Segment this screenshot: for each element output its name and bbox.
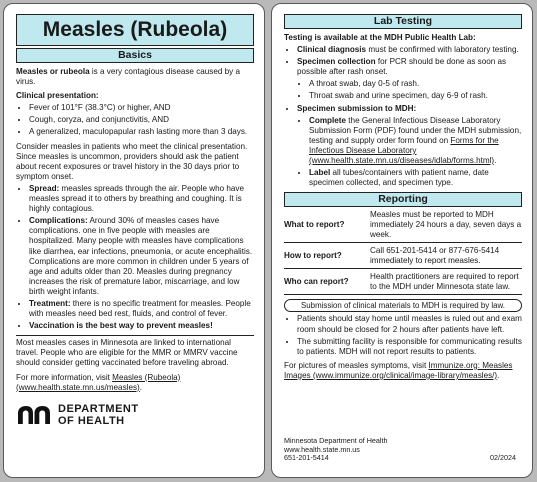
left-card: [3, 3, 265, 478]
divider: [16, 335, 254, 336]
footer-org: Minnesota Department of Health: [284, 436, 388, 446]
spread-item: [29, 184, 254, 214]
complete-text: the General Infectious Disease Laboratory Submission Form (PDF) found under the MDH submission, testing and supply order form found on: [309, 115, 522, 145]
submission-item: • Specimen submission to MDH:: [297, 104, 522, 114]
facts-list: [16, 184, 254, 331]
clinical-item: • Fever of 101°F (38.3°C) or higher, AND: [29, 103, 254, 113]
label-item: [309, 168, 522, 188]
pictures-suffix: .: [497, 370, 500, 380]
complications-item: [29, 216, 254, 297]
specimen-collection-item: [297, 57, 522, 101]
table-row: [284, 269, 522, 295]
footer-phone: 651-201-5414: [284, 453, 329, 463]
measles-info-link[interactable]: Measles (Rubeola) (www.health.state.mn.us/measles): [16, 372, 181, 392]
spread-label: Spread:: [29, 183, 60, 193]
label-text: all tubes/containers with patient name, date specimen collected, and specimen type.: [309, 168, 489, 188]
specimen-sub-item: • Throat swab and urine specimen, day 6-9 of rash.: [309, 91, 522, 101]
intro-paragraph: [16, 67, 254, 87]
specimen-collection-text: for PCR should be done as soon as possible after rash onset.: [297, 57, 507, 77]
complete-end: .: [494, 156, 497, 166]
intro-term: Measles or rubeola: [16, 67, 90, 76]
forms-link[interactable]: Forms for the Infectious Disease Laboratory (www.health.state.mn.us/diseases/idlab/forms.html): [309, 135, 499, 166]
treatment-item: [29, 299, 254, 319]
submission-note: Submission of clinical materials to MDH is required by law.: [284, 299, 522, 312]
complications-text: Around 30% of measles cases have complications. one in five people with measles are hospitalized. Many people with measles have complications like diarrhea, ear infections, pneumonia, or acute encephalitis. Complications are more common in children under 5 years of age and adults older than 20. Measles during pregnancy increases the risk of premature labor, miscarriage, and low birth weight infants.: [29, 216, 253, 296]
more-info-suffix: .: [139, 382, 142, 392]
clinical-list: [16, 103, 254, 137]
treatment-label: Treatment:: [29, 298, 71, 308]
logo-line-department: DEPARTMENT: [58, 402, 139, 415]
lab-intro: Testing is available at the MDH Public Health Lab:: [284, 33, 476, 42]
mdh-logo: [16, 403, 254, 427]
table-row: [284, 243, 522, 269]
table-row: [284, 207, 522, 242]
consider-paragraph: Consider measles in patients who meet the clinical presentation. Since measles is uncommon, providers should ask the patient about recent exposures or travel history in the 30 days prior to symptom onset.: [16, 141, 248, 181]
complete-label: Complete: [309, 115, 347, 125]
clinical-dx-item: [297, 45, 522, 55]
vaccination-item: • Vaccination is the best way to prevent measles!: [29, 321, 254, 331]
mdh-logo-icon: [16, 404, 54, 426]
submitting-item: • The submitting facility is responsible for communicating results to patients. MDH will not report results to patients.: [297, 337, 522, 357]
mdh-logo-text: [58, 403, 139, 427]
report-question: How to report?: [284, 243, 370, 269]
logo-line-health: OF HEALTH: [58, 414, 125, 427]
lab-testing-header: Lab Testing: [284, 14, 522, 29]
travel-paragraph: Most measles cases in Minnesota are linked to international travel. People who are eligible for the MMR or MMRV vaccine should consider getting vaccinated before traveling abroad.: [16, 338, 238, 368]
clinical-dx-text: must be confirmed with laboratory testing.: [366, 45, 519, 55]
card-title: Measles (Rubeola): [16, 14, 254, 46]
clinical-dx-label: Clinical diagnosis: [297, 45, 367, 55]
complete-item: [309, 116, 522, 166]
report-answer: Measles must be reported to MDH immediately 24 hours a day, seven days a week.: [370, 207, 522, 242]
pictures-prefix: For pictures of measles symptoms, visit: [284, 360, 429, 370]
report-question: Who can report?: [284, 269, 370, 295]
basics-header: Basics: [16, 48, 254, 63]
report-question: What to report?: [284, 207, 370, 242]
report-answer: Health practitioners are required to report to the MDH under Minnesota state law.: [370, 269, 522, 295]
left-card-content: [16, 14, 254, 427]
specimen-sub-list: [297, 79, 522, 101]
more-info-prefix: For more information, visit: [16, 372, 113, 382]
spread-text: measles spreads through the air. People who have measles spread it to others by breathing and coughing. It is highly contagious.: [29, 183, 244, 214]
specimen-sub-item: • A throat swab, day 0-5 of rash.: [309, 79, 522, 89]
footer-website: www.health.state.mn.us: [284, 444, 360, 454]
clinical-heading: Clinical presentation:: [16, 91, 99, 101]
right-card-content: [284, 14, 522, 381]
footer-date: 02/2024: [490, 453, 516, 463]
footer: [284, 437, 522, 463]
specimen-collection-label: Specimen collection: [297, 57, 376, 67]
reporting-table: [284, 207, 522, 295]
policy-list: [284, 314, 522, 356]
report-answer: Call 651-201-5414 or 877-676-5414 immediately to report measles.: [370, 243, 522, 269]
label-label: Label: [309, 168, 331, 178]
right-card: [271, 3, 533, 478]
intro-text: is a very contagious disease caused by a virus.: [16, 67, 241, 87]
reporting-header: Reporting: [284, 192, 522, 207]
lab-list: [284, 45, 522, 188]
clinical-item: • Cough, coryza, and conjunctivitis, AND: [29, 115, 254, 125]
submission-sub-list: [297, 116, 522, 189]
clinical-item: • A generalized, maculopapular rash lasting more than 3 days.: [29, 127, 254, 137]
submission-subitems: [297, 116, 522, 189]
pictures-paragraph: [284, 361, 522, 381]
more-info-paragraph: [16, 373, 254, 393]
complications-label: Complications:: [29, 216, 88, 226]
measles-images-link[interactable]: Immunize.org: Measles Images (www.immunize.org/clinical/image-library/measles/): [284, 360, 513, 380]
stay-home-item: • Patients should stay home until measles is ruled out and exam room should be closed for 2 hours after patients have left.: [297, 314, 522, 334]
treatment-text: there is no specific treatment for measles. People with measles need bed rest, fluids, and control of fever.: [29, 298, 251, 319]
